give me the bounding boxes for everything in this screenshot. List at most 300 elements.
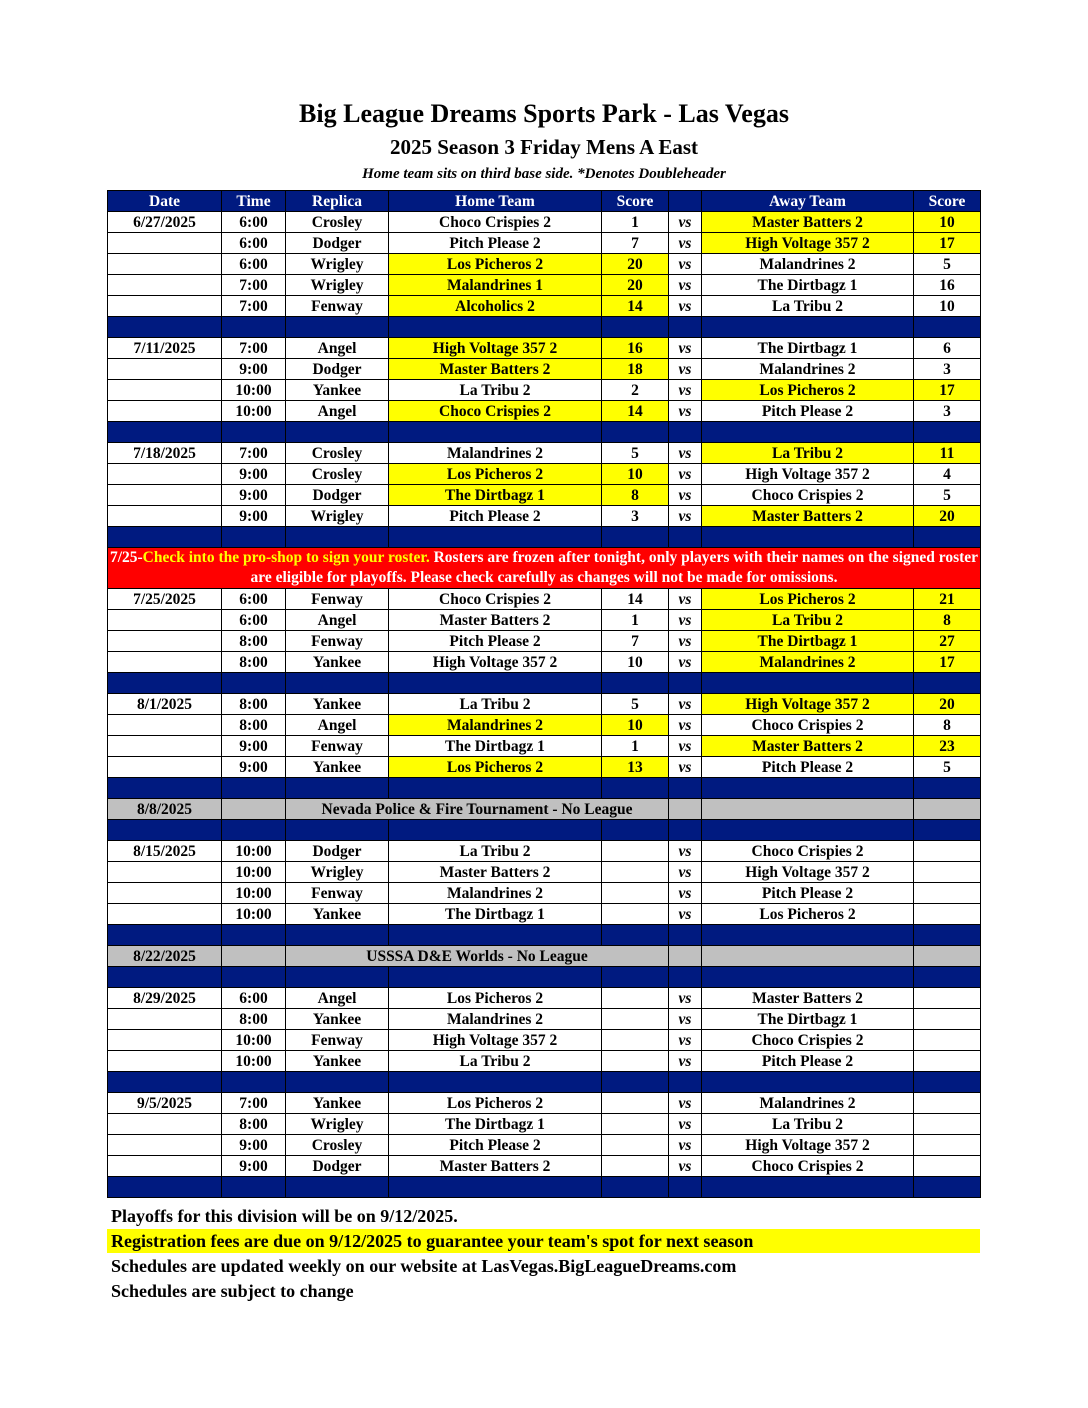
separator-cell	[222, 967, 286, 988]
separator-cell	[389, 527, 602, 548]
game-row	[108, 610, 981, 631]
away-score: 5	[914, 757, 981, 778]
home-team: Pitch Please 2	[389, 506, 602, 527]
home-score: 18	[602, 359, 669, 380]
away-score: 11	[914, 443, 981, 464]
game-field: Wrigley	[286, 506, 389, 527]
empty-cell	[702, 946, 914, 967]
home-score	[602, 841, 669, 862]
separator-cell	[914, 778, 981, 799]
home-team: Los Picheros 2	[389, 988, 602, 1009]
away-team: Pitch Please 2	[702, 883, 914, 904]
vs-label: vs	[669, 401, 702, 422]
home-team: Los Picheros 2	[389, 1093, 602, 1114]
game-field: Angel	[286, 715, 389, 736]
away-team: Los Picheros 2	[702, 589, 914, 610]
home-team: Pitch Please 2	[389, 1135, 602, 1156]
game-row	[108, 715, 981, 736]
home-team: Los Picheros 2	[389, 757, 602, 778]
separator-cell	[702, 778, 914, 799]
home-team: Choco Crispies 2	[389, 212, 602, 233]
separator-cell	[286, 317, 389, 338]
game-row	[108, 359, 981, 380]
game-row	[108, 212, 981, 233]
game-date: 9/5/2025	[108, 1093, 222, 1114]
game-time: 7:00	[222, 296, 286, 317]
home-score: 10	[602, 715, 669, 736]
separator-cell	[108, 778, 222, 799]
game-field: Fenway	[286, 883, 389, 904]
game-date	[108, 296, 222, 317]
home-team: Malandrines 1	[389, 275, 602, 296]
away-team: Choco Crispies 2	[702, 1030, 914, 1051]
game-row	[108, 1030, 981, 1051]
vs-label: vs	[669, 862, 702, 883]
game-date: 7/11/2025	[108, 338, 222, 359]
game-row	[108, 485, 981, 506]
separator-cell	[602, 820, 669, 841]
home-score: 7	[602, 631, 669, 652]
home-team: Malandrines 2	[389, 715, 602, 736]
separator-cell	[108, 1177, 222, 1198]
separator-cell	[389, 422, 602, 443]
game-row	[108, 296, 981, 317]
away-score	[914, 904, 981, 925]
away-score	[914, 883, 981, 904]
away-score	[914, 1009, 981, 1030]
empty-cell	[222, 946, 286, 967]
home-score	[602, 1135, 669, 1156]
game-date: 8/22/2025	[108, 946, 222, 967]
game-date: 8/29/2025	[108, 988, 222, 1009]
game-date	[108, 1051, 222, 1072]
notice-date: 7/25-	[109, 549, 143, 566]
away-team: High Voltage 357 2	[702, 464, 914, 485]
vs-label: vs	[669, 254, 702, 275]
game-row	[108, 883, 981, 904]
week-separator-row	[108, 1177, 981, 1198]
roster-notice	[108, 548, 981, 589]
vs-label: vs	[669, 841, 702, 862]
game-date	[108, 380, 222, 401]
home-score: 5	[602, 694, 669, 715]
game-date	[108, 715, 222, 736]
away-team: La Tribu 2	[702, 296, 914, 317]
separator-cell	[389, 317, 602, 338]
game-row	[108, 988, 981, 1009]
home-team: The Dirtbagz 1	[389, 1114, 602, 1135]
separator-cell	[914, 1177, 981, 1198]
away-score: 23	[914, 736, 981, 757]
away-score	[914, 841, 981, 862]
separator-cell	[702, 1177, 914, 1198]
separator-cell	[222, 778, 286, 799]
home-score: 14	[602, 589, 669, 610]
vs-label: vs	[669, 652, 702, 673]
game-field: Crosley	[286, 212, 389, 233]
vs-label: vs	[669, 610, 702, 631]
game-row	[108, 1051, 981, 1072]
playoffs-note: Playoffs for this division will be on 9/12/2025.	[111, 1206, 458, 1226]
week-separator-row	[108, 778, 981, 799]
vs-label: vs	[669, 212, 702, 233]
separator-cell	[602, 925, 669, 946]
separator-cell	[286, 1072, 389, 1093]
game-field: Wrigley	[286, 1114, 389, 1135]
away-score	[914, 1030, 981, 1051]
separator-cell	[286, 673, 389, 694]
home-team: Master Batters 2	[389, 1156, 602, 1177]
separator-cell	[669, 422, 702, 443]
change-note: Schedules are subject to change	[111, 1281, 354, 1301]
game-date	[108, 610, 222, 631]
vs-label: vs	[669, 631, 702, 652]
no-league-row	[108, 799, 981, 820]
home-team: Master Batters 2	[389, 862, 602, 883]
away-team: Los Picheros 2	[702, 904, 914, 925]
game-time: 9:00	[222, 485, 286, 506]
vs-label: vs	[669, 757, 702, 778]
game-time: 10:00	[222, 380, 286, 401]
away-team: Malandrines 2	[702, 1093, 914, 1114]
home-team: The Dirtbagz 1	[389, 904, 602, 925]
home-team: Los Picheros 2	[389, 464, 602, 485]
game-field: Wrigley	[286, 254, 389, 275]
separator-cell	[389, 967, 602, 988]
empty-cell	[914, 799, 981, 820]
home-team: Choco Crispies 2	[389, 401, 602, 422]
separator-cell	[222, 422, 286, 443]
away-team: Malandrines 2	[702, 652, 914, 673]
game-time: 6:00	[222, 610, 286, 631]
game-row	[108, 862, 981, 883]
separator-cell	[702, 1072, 914, 1093]
game-date: 7/18/2025	[108, 443, 222, 464]
away-score	[914, 1135, 981, 1156]
game-date: 7/25/2025	[108, 589, 222, 610]
separator-cell	[702, 527, 914, 548]
game-time: 9:00	[222, 1135, 286, 1156]
game-date: 6/27/2025	[108, 212, 222, 233]
away-team: High Voltage 357 2	[702, 233, 914, 254]
vs-label: vs	[669, 988, 702, 1009]
home-score: 3	[602, 506, 669, 527]
game-date	[108, 275, 222, 296]
home-score: 16	[602, 338, 669, 359]
week-separator-row	[108, 422, 981, 443]
separator-cell	[222, 1177, 286, 1198]
separator-cell	[286, 778, 389, 799]
separator-cell	[669, 778, 702, 799]
game-time: 6:00	[222, 254, 286, 275]
vs-label: vs	[669, 589, 702, 610]
away-team: High Voltage 357 2	[702, 1135, 914, 1156]
away-team: Master Batters 2	[702, 506, 914, 527]
home-score: 1	[602, 212, 669, 233]
game-field: Dodger	[286, 359, 389, 380]
home-score	[602, 1114, 669, 1135]
home-score: 10	[602, 652, 669, 673]
away-team: Pitch Please 2	[702, 1051, 914, 1072]
vs-label: vs	[669, 296, 702, 317]
home-score: 10	[602, 464, 669, 485]
game-field: Crosley	[286, 443, 389, 464]
away-score: 8	[914, 610, 981, 631]
home-score: 8	[602, 485, 669, 506]
vs-label: vs	[669, 338, 702, 359]
home-team: La Tribu 2	[389, 694, 602, 715]
game-field: Wrigley	[286, 862, 389, 883]
separator-cell	[108, 967, 222, 988]
game-field: Fenway	[286, 736, 389, 757]
game-time: 10:00	[222, 1051, 286, 1072]
game-row	[108, 652, 981, 673]
away-score: 3	[914, 359, 981, 380]
home-team: Alcoholics 2	[389, 296, 602, 317]
away-team: Choco Crispies 2	[702, 1156, 914, 1177]
away-team: Malandrines 2	[702, 359, 914, 380]
game-row	[108, 631, 981, 652]
page-subtitle: 2025 Season 3 Friday Mens A East	[389, 135, 699, 159]
separator-cell	[389, 778, 602, 799]
away-score: 8	[914, 715, 981, 736]
game-date	[108, 736, 222, 757]
col-vs-header	[669, 191, 702, 212]
game-date	[108, 757, 222, 778]
game-row	[108, 1114, 981, 1135]
game-row	[108, 694, 981, 715]
away-team: Pitch Please 2	[702, 401, 914, 422]
game-field: Crosley	[286, 464, 389, 485]
vs-label: vs	[669, 715, 702, 736]
separator-cell	[602, 673, 669, 694]
separator-cell	[914, 820, 981, 841]
home-team: High Voltage 357 2	[389, 338, 602, 359]
game-date	[108, 1135, 222, 1156]
separator-cell	[602, 1177, 669, 1198]
game-time: 8:00	[222, 631, 286, 652]
separator-cell	[286, 967, 389, 988]
away-score: 20	[914, 694, 981, 715]
home-score: 7	[602, 233, 669, 254]
game-field: Dodger	[286, 1156, 389, 1177]
away-score: 21	[914, 589, 981, 610]
week-separator-row	[108, 967, 981, 988]
game-row	[108, 401, 981, 422]
game-date	[108, 631, 222, 652]
away-score: 5	[914, 485, 981, 506]
no-league-text: Nevada Police & Fire Tournament - No League	[286, 799, 669, 820]
separator-cell	[669, 925, 702, 946]
week-separator-row	[108, 317, 981, 338]
game-time: 7:00	[222, 275, 286, 296]
home-score: 1	[602, 736, 669, 757]
col-home-team-header: Home Team	[389, 191, 602, 212]
home-team: Master Batters 2	[389, 359, 602, 380]
separator-cell	[669, 1072, 702, 1093]
away-team: The Dirtbagz 1	[702, 631, 914, 652]
game-time: 8:00	[222, 1114, 286, 1135]
vs-label: vs	[669, 1156, 702, 1177]
separator-cell	[669, 673, 702, 694]
home-score	[602, 1156, 669, 1177]
away-team: Master Batters 2	[702, 736, 914, 757]
game-time: 8:00	[222, 1009, 286, 1030]
game-date: 8/15/2025	[108, 841, 222, 862]
separator-cell	[108, 527, 222, 548]
vs-label: vs	[669, 1114, 702, 1135]
away-team: High Voltage 357 2	[702, 862, 914, 883]
separator-cell	[222, 1072, 286, 1093]
roster-notice-row	[108, 548, 981, 589]
separator-cell	[222, 673, 286, 694]
away-team: Malandrines 2	[702, 254, 914, 275]
home-score: 13	[602, 757, 669, 778]
vs-label: vs	[669, 506, 702, 527]
game-date	[108, 401, 222, 422]
away-team: The Dirtbagz 1	[702, 338, 914, 359]
home-score: 14	[602, 296, 669, 317]
vs-label: vs	[669, 485, 702, 506]
vs-label: vs	[669, 694, 702, 715]
home-team: Malandrines 2	[389, 443, 602, 464]
game-row	[108, 1093, 981, 1114]
away-team: La Tribu 2	[702, 610, 914, 631]
away-score	[914, 862, 981, 883]
game-date	[108, 1114, 222, 1135]
game-time: 6:00	[222, 233, 286, 254]
game-date	[108, 1009, 222, 1030]
separator-cell	[914, 527, 981, 548]
separator-cell	[108, 820, 222, 841]
away-score	[914, 1093, 981, 1114]
away-score: 3	[914, 401, 981, 422]
separator-cell	[389, 820, 602, 841]
away-score: 10	[914, 212, 981, 233]
home-team: La Tribu 2	[389, 380, 602, 401]
game-field: Dodger	[286, 841, 389, 862]
game-time: 8:00	[222, 652, 286, 673]
away-score	[914, 1051, 981, 1072]
separator-cell	[702, 317, 914, 338]
separator-cell	[286, 527, 389, 548]
game-time: 10:00	[222, 401, 286, 422]
vs-label: vs	[669, 1135, 702, 1156]
home-team: Malandrines 2	[389, 883, 602, 904]
game-field: Yankee	[286, 1093, 389, 1114]
game-field: Yankee	[286, 652, 389, 673]
game-time: 6:00	[222, 988, 286, 1009]
game-field: Angel	[286, 338, 389, 359]
col-away-score-header: Score	[914, 191, 981, 212]
game-date	[108, 904, 222, 925]
home-team: Master Batters 2	[389, 610, 602, 631]
vs-label: vs	[669, 275, 702, 296]
table-header-row	[108, 191, 981, 212]
home-team: Pitch Please 2	[389, 631, 602, 652]
game-field: Fenway	[286, 589, 389, 610]
away-score: 10	[914, 296, 981, 317]
game-date	[108, 254, 222, 275]
separator-cell	[702, 925, 914, 946]
game-time: 10:00	[222, 1030, 286, 1051]
game-date: 8/1/2025	[108, 694, 222, 715]
away-score: 4	[914, 464, 981, 485]
game-field: Fenway	[286, 1030, 389, 1051]
game-time: 9:00	[222, 736, 286, 757]
game-field: Fenway	[286, 631, 389, 652]
col-away-team-header: Away Team	[702, 191, 914, 212]
away-team: Choco Crispies 2	[702, 715, 914, 736]
vs-label: vs	[669, 1030, 702, 1051]
separator-cell	[222, 317, 286, 338]
separator-cell	[702, 967, 914, 988]
home-team: Malandrines 2	[389, 1009, 602, 1030]
game-field: Dodger	[286, 233, 389, 254]
away-team: Los Picheros 2	[702, 380, 914, 401]
home-score	[602, 862, 669, 883]
game-field: Angel	[286, 610, 389, 631]
vs-label: vs	[669, 904, 702, 925]
separator-cell	[602, 527, 669, 548]
vs-label: vs	[669, 443, 702, 464]
game-time: 8:00	[222, 694, 286, 715]
away-team: Master Batters 2	[702, 988, 914, 1009]
away-team: La Tribu 2	[702, 1114, 914, 1135]
separator-cell	[286, 422, 389, 443]
separator-cell	[702, 422, 914, 443]
game-field: Dodger	[286, 485, 389, 506]
separator-cell	[669, 1177, 702, 1198]
game-field: Yankee	[286, 1009, 389, 1030]
game-time: 9:00	[222, 359, 286, 380]
away-team: Master Batters 2	[702, 212, 914, 233]
home-team: La Tribu 2	[389, 1051, 602, 1072]
game-time: 7:00	[222, 338, 286, 359]
away-team: The Dirtbagz 1	[702, 275, 914, 296]
game-date	[108, 359, 222, 380]
separator-cell	[914, 967, 981, 988]
home-score: 20	[602, 254, 669, 275]
separator-cell	[702, 820, 914, 841]
separator-cell	[602, 778, 669, 799]
separator-cell	[108, 1072, 222, 1093]
game-row	[108, 1135, 981, 1156]
page-title: Big League Dreams Sports Park - Las Vegas	[299, 99, 789, 128]
game-time: 10:00	[222, 862, 286, 883]
game-date	[108, 1030, 222, 1051]
game-date: 8/8/2025	[108, 799, 222, 820]
separator-cell	[669, 820, 702, 841]
separator-cell	[669, 527, 702, 548]
away-score: 27	[914, 631, 981, 652]
separator-cell	[286, 925, 389, 946]
game-row	[108, 1009, 981, 1030]
home-score	[602, 988, 669, 1009]
away-team: High Voltage 357 2	[702, 694, 914, 715]
week-separator-row	[108, 1072, 981, 1093]
game-date	[108, 652, 222, 673]
registration-note: Registration fees are due on 9/12/2025 to guarantee your team's spot for next season	[107, 1229, 980, 1253]
vs-label: vs	[669, 883, 702, 904]
game-field: Crosley	[286, 1135, 389, 1156]
away-score: 17	[914, 652, 981, 673]
separator-cell	[914, 422, 981, 443]
week-separator-row	[108, 673, 981, 694]
empty-cell	[669, 946, 702, 967]
game-time: 10:00	[222, 883, 286, 904]
game-field: Yankee	[286, 1051, 389, 1072]
